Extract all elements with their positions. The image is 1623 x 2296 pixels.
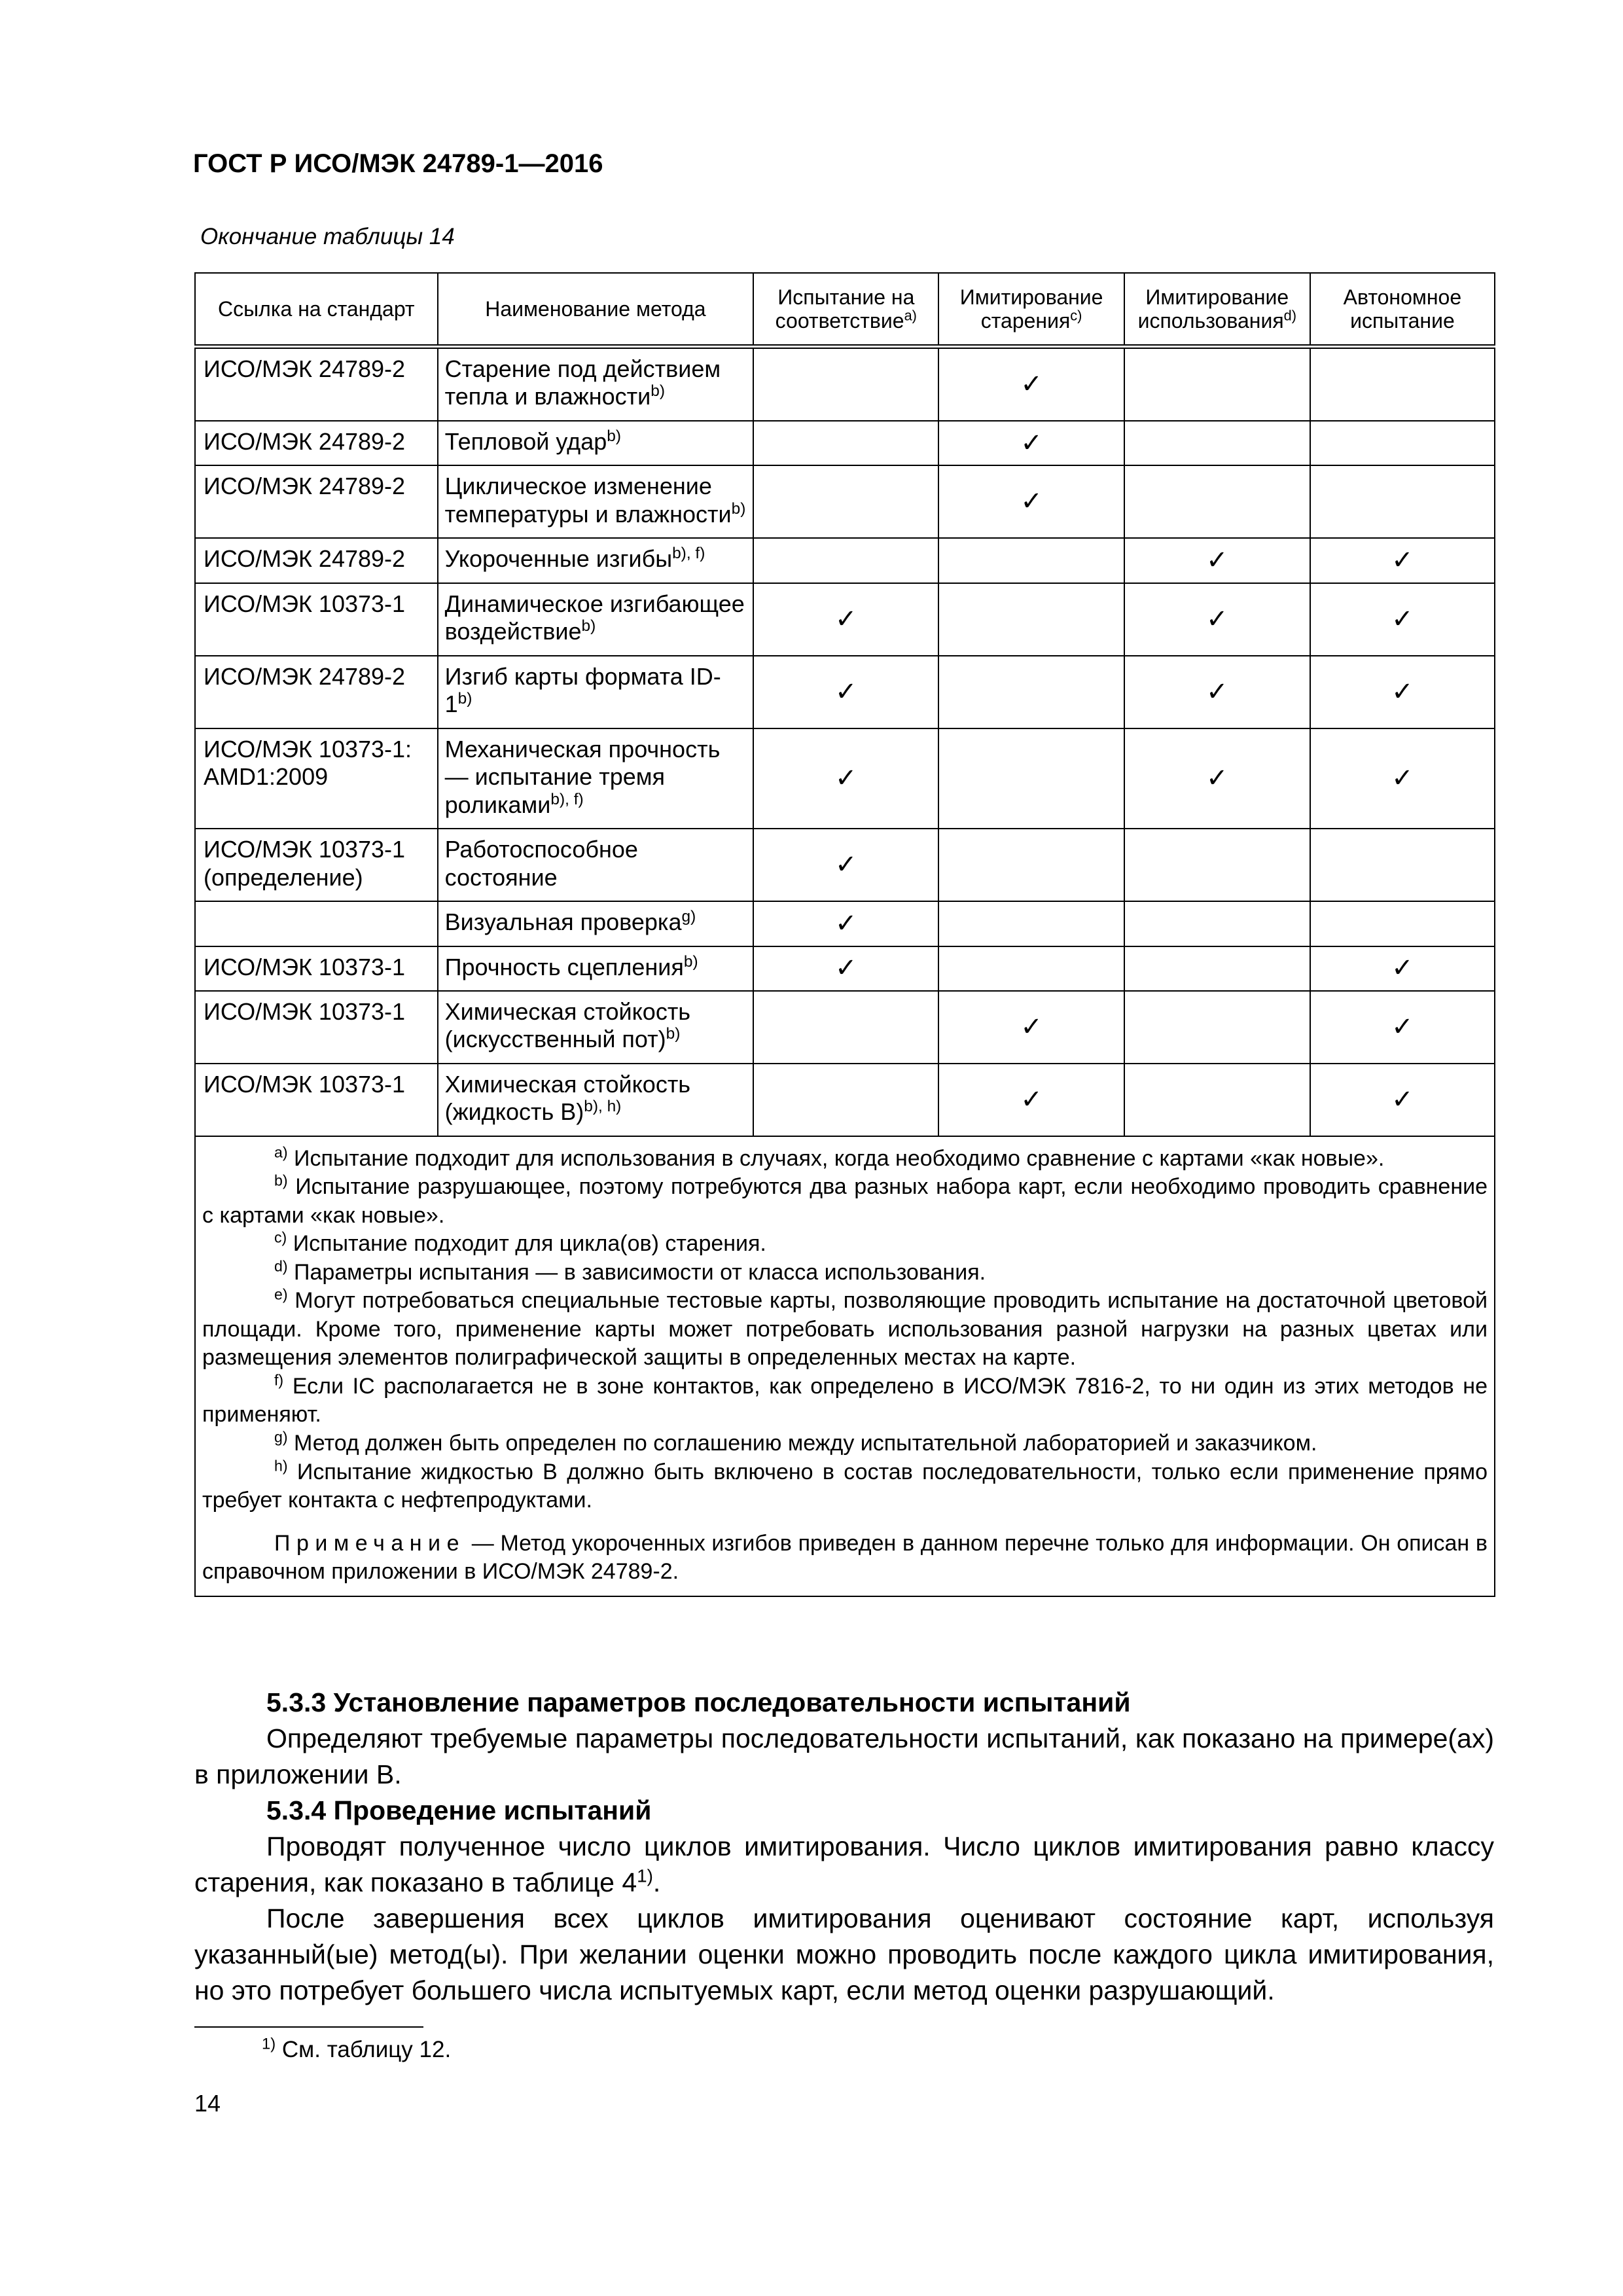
table-footnote: $^{c)}$ Испытание подходит для цикла(ов) старения. xyxy=(274,1229,766,1257)
footnote-separator xyxy=(194,2026,423,2028)
column-header: Ссылка на стандарт xyxy=(195,273,438,347)
table-row xyxy=(195,728,1495,829)
standard-ref-cell: ИСО/МЭК 10373-1 xyxy=(195,1064,438,1136)
body-text xyxy=(194,1685,1494,2008)
column-header: Испытание на соответствие$^{a)}$ xyxy=(753,273,938,347)
check-cell xyxy=(1124,829,1310,901)
check-cell xyxy=(1124,465,1310,538)
check-cell xyxy=(1124,946,1310,991)
check-cell xyxy=(938,946,1124,991)
check-icon: ✓ xyxy=(1391,604,1414,634)
section-heading: 5.3.3 Установление параметров последовательности испытаний xyxy=(266,1687,1131,1717)
check-cell xyxy=(1124,538,1310,583)
check-icon: ✓ xyxy=(835,954,857,983)
column-header: Автономное испытание xyxy=(1310,273,1495,347)
footnotes-row xyxy=(195,1136,1495,1596)
check-cell xyxy=(938,465,1124,538)
check-cell xyxy=(753,465,938,538)
check-cell xyxy=(938,421,1124,465)
check-cell xyxy=(1310,946,1495,991)
check-icon: ✓ xyxy=(1020,428,1043,457)
table-row xyxy=(195,421,1495,465)
check-cell xyxy=(1310,1064,1495,1136)
table-footnote: $^{f)}$ Если IC располагается не в зоне контактов, как определено в ИСО/МЭК 7816-2, то ни один из этих методов не применяют. xyxy=(202,1371,1488,1427)
standard-ref-cell: ИСО/МЭК 24789-2 xyxy=(195,465,438,538)
table-row xyxy=(195,347,1495,421)
check-cell xyxy=(938,538,1124,583)
table-footnote: $^{d)}$ Параметры испытания — в зависимости от класса использования. xyxy=(274,1257,986,1285)
table-row xyxy=(195,538,1495,583)
check-icon: ✓ xyxy=(1020,1085,1043,1114)
table-14 xyxy=(194,272,1495,1597)
standard-ref-cell: ИСО/МЭК 10373-1 xyxy=(195,946,438,991)
check-icon: ✓ xyxy=(1391,1085,1414,1114)
method-name-cell: Старение под действием тепла и влажности$^{b)}$ xyxy=(438,347,754,421)
check-icon: ✓ xyxy=(835,763,857,793)
table-row xyxy=(195,829,1495,901)
standard-ref-cell: ИСО/МЭК 10373-1 xyxy=(195,991,438,1064)
check-cell xyxy=(1124,421,1310,465)
method-name-cell: Прочность сцепления$^{b)}$ xyxy=(438,946,754,991)
footnotes-cell xyxy=(195,1136,1495,1596)
check-cell xyxy=(1310,538,1495,583)
column-header: Имитирование старения$^{c)}$ xyxy=(938,273,1124,347)
check-cell xyxy=(1124,728,1310,829)
check-icon: ✓ xyxy=(835,908,857,938)
column-header: Имитирование использования$^{d)}$ xyxy=(1124,273,1310,347)
check-cell xyxy=(1310,583,1495,656)
check-cell xyxy=(938,901,1124,946)
method-name-cell: Механическая прочность — испытание тремя роликами$^{b), f)}$ xyxy=(438,728,754,829)
method-name-cell: Химическая стойкость (искусственный пот)$^{b)}$ xyxy=(438,991,754,1064)
check-cell xyxy=(1310,347,1495,421)
column-header: Наименование метода xyxy=(438,273,754,347)
table-header-row xyxy=(195,273,1495,347)
method-name-cell: Изгиб карты формата ID-1$^{b)}$ xyxy=(438,656,754,728)
check-cell xyxy=(938,347,1124,421)
check-cell xyxy=(938,1064,1124,1136)
table-row xyxy=(195,1064,1495,1136)
check-cell xyxy=(753,538,938,583)
check-cell xyxy=(1310,421,1495,465)
check-icon: ✓ xyxy=(835,604,857,634)
check-cell xyxy=(1310,829,1495,901)
standard-ref-cell: ИСО/МЭК 24789-2 xyxy=(195,538,438,583)
check-cell xyxy=(753,991,938,1064)
check-icon: ✓ xyxy=(1020,1012,1043,1041)
check-icon: ✓ xyxy=(1020,369,1043,399)
standard-ref-cell xyxy=(195,901,438,946)
check-cell xyxy=(938,656,1124,728)
check-icon: ✓ xyxy=(1391,677,1414,706)
method-name-cell: Тепловой удар$^{b)}$ xyxy=(438,421,754,465)
method-name-cell: Динамическое изгибающее воздействие$^{b)}$ xyxy=(438,583,754,656)
page-number: 14 xyxy=(194,2090,221,2117)
method-name-cell: Укороченные изгибы$^{b), f)}$ xyxy=(438,538,754,583)
paragraph: Проводят полученное число циклов имитирования. Число циклов имитирования равно классу старения, как показано в таблице 4$^{1)}$. xyxy=(194,1831,1494,1897)
check-cell xyxy=(1124,347,1310,421)
table-footnote: $^{e)}$ Могут потребоваться специальные тестовые карты, позволяющие проводить испытание на достаточной цветовой площади. Кроме того, применение карты может потребовать использования разной нагрузки на разных цветах или размещения элементов полиграфической защиты в определенных местах на карте. xyxy=(202,1286,1488,1371)
check-cell xyxy=(938,728,1124,829)
check-icon: ✓ xyxy=(1206,763,1228,793)
method-name-cell: Циклическое изменение температуры и влажности$^{b)}$ xyxy=(438,465,754,538)
table-row xyxy=(195,901,1495,946)
table-row xyxy=(195,946,1495,991)
table-caption: Окончание таблицы 14 xyxy=(200,224,455,249)
check-cell xyxy=(753,347,938,421)
check-cell xyxy=(753,728,938,829)
standard-ref-cell: ИСО/МЭК 10373-1 (определение) xyxy=(195,829,438,901)
table-row xyxy=(195,991,1495,1064)
check-cell xyxy=(1310,656,1495,728)
section-heading: 5.3.4 Проведение испытаний xyxy=(266,1795,652,1825)
check-cell xyxy=(753,656,938,728)
method-name-cell: Визуальная проверка$^{g)}$ xyxy=(438,901,754,946)
check-cell xyxy=(1310,991,1495,1064)
standard-ref-cell: ИСО/МЭК 10373-1: AMD1:2009 xyxy=(195,728,438,829)
check-icon: ✓ xyxy=(835,677,857,706)
check-cell xyxy=(938,991,1124,1064)
paragraph: После завершения всех циклов имитирования оценивают состояние карт, используя указанный(ые) метод(ы). При желании оценки можно проводить после каждого цикла имитирования, но это потребует большего числа испытуемых карт, если метод оценки разрушающий. xyxy=(194,1903,1494,2005)
check-cell xyxy=(1310,728,1495,829)
check-cell xyxy=(1124,901,1310,946)
check-cell xyxy=(1124,583,1310,656)
check-icon: ✓ xyxy=(1206,677,1228,706)
check-cell xyxy=(753,1064,938,1136)
check-cell xyxy=(753,901,938,946)
check-icon: ✓ xyxy=(1020,487,1043,516)
check-icon: ✓ xyxy=(1206,545,1228,575)
method-name-cell: Работоспособное состояние xyxy=(438,829,754,901)
check-cell xyxy=(1310,465,1495,538)
check-cell xyxy=(753,583,938,656)
document-header: ГОСТ Р ИСО/МЭК 24789-1—2016 xyxy=(193,149,603,178)
standard-ref-cell: ИСО/МЭК 24789-2 xyxy=(195,421,438,465)
check-cell xyxy=(753,829,938,901)
check-cell xyxy=(1124,1064,1310,1136)
table-footnote: $^{a)}$ Испытание подходит для использования в случаях, когда необходимо сравнение с картами «как новые». xyxy=(274,1143,1385,1171)
method-name-cell: Химическая стойкость (жидкость В)$^{b), h)}$ xyxy=(438,1064,754,1136)
check-cell xyxy=(753,421,938,465)
check-cell xyxy=(1310,901,1495,946)
standard-ref-cell: ИСО/МЭК 10373-1 xyxy=(195,583,438,656)
table-row xyxy=(195,583,1495,656)
check-icon: ✓ xyxy=(1391,763,1414,793)
check-icon: ✓ xyxy=(1391,545,1414,575)
table-footnote: $^{b)}$ Испытание разрушающее, поэтому потребуются два разных набора карт, если необходимо проводить сравнение с картами «как новые». xyxy=(202,1172,1488,1228)
check-cell xyxy=(938,829,1124,901)
check-cell xyxy=(753,946,938,991)
check-icon: ✓ xyxy=(1391,1012,1414,1041)
table-note: Примечание — Метод укороченных изгибов приведен в данном перечне только для информации. Он описан в справочном приложении в ИСО/МЭК 24789-2. xyxy=(202,1530,1488,1585)
page-footnote: $^{1)}$ См. таблицу 12. xyxy=(262,2035,452,2062)
check-cell xyxy=(1124,991,1310,1064)
standard-ref-cell: ИСО/МЭК 24789-2 xyxy=(195,656,438,728)
check-icon: ✓ xyxy=(1391,954,1414,983)
table-footnote: $^{g)}$ Метод должен быть определен по соглашению между испытательной лабораторией и заказчиком. xyxy=(274,1428,1317,1456)
table-footnote: $^{h)}$ Испытание жидкостью В должно быть включено в состав последовательности, только если применение прямо требует контакта с нефтепродуктами. xyxy=(202,1457,1488,1513)
check-icon: ✓ xyxy=(1206,604,1228,634)
table-row xyxy=(195,656,1495,728)
paragraph: Определяют требуемые параметры последовательности испытаний, как показано на примере(ах) в приложении В. xyxy=(194,1723,1494,1789)
table-row xyxy=(195,465,1495,538)
check-cell xyxy=(1124,656,1310,728)
check-icon: ✓ xyxy=(835,850,857,879)
check-cell xyxy=(938,583,1124,656)
standard-ref-cell: ИСО/МЭК 24789-2 xyxy=(195,347,438,421)
